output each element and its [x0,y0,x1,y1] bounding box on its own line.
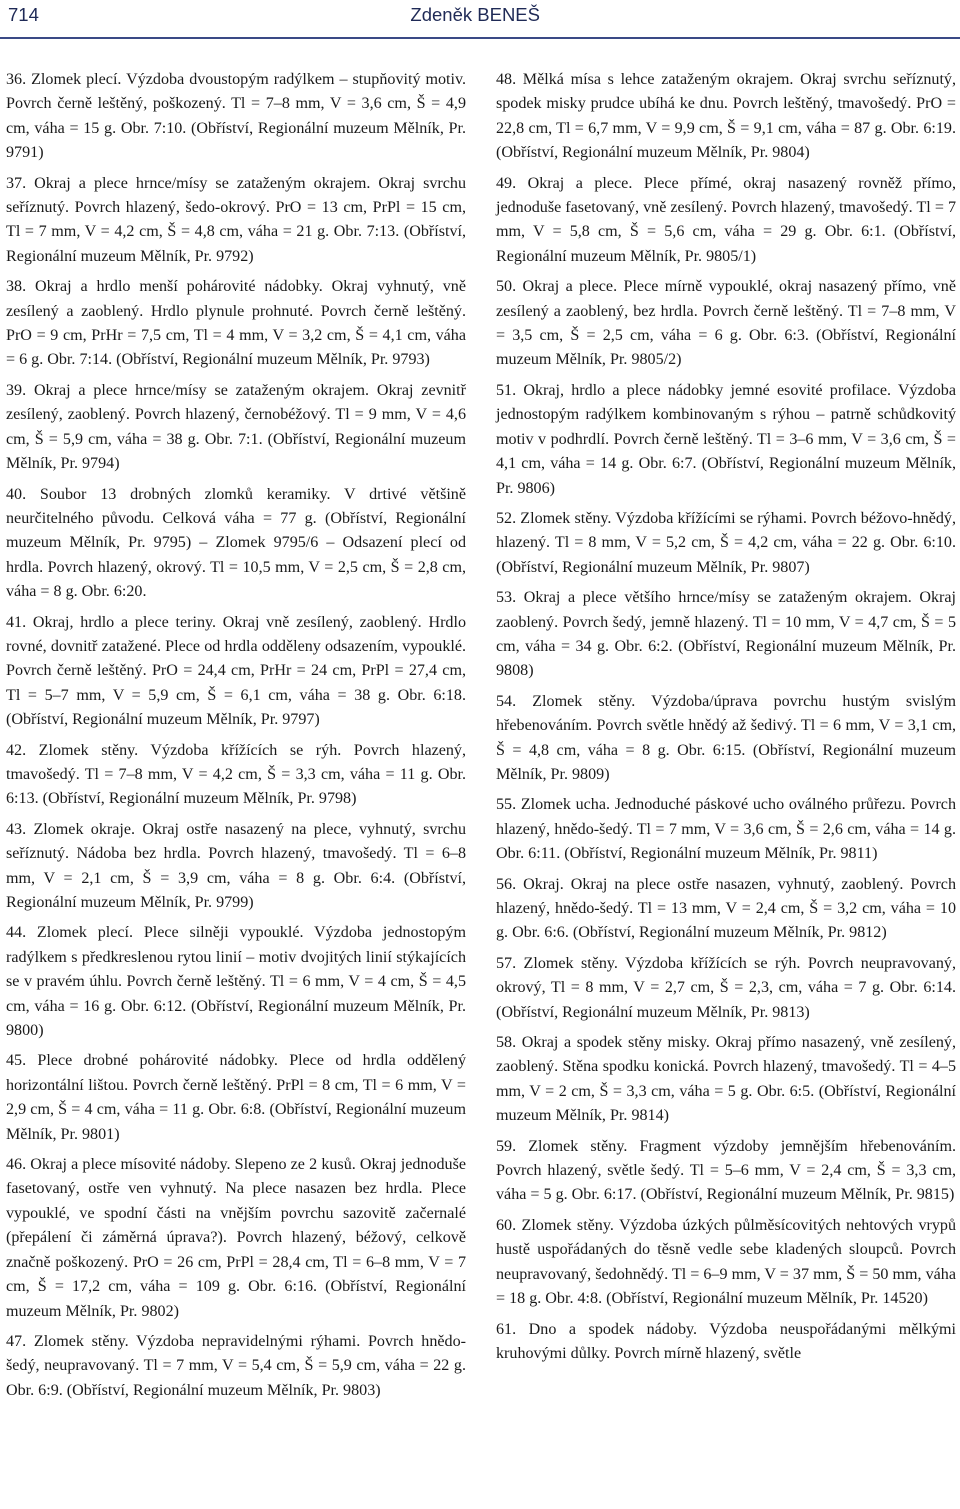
catalog-entry [496,1214,956,1312]
catalog-entry [496,690,956,788]
catalog-entry [6,275,466,373]
entry-text: Okraj a plece hrnce/mísy se zataženým okrajem. Okraj zevnitř zesílený, zaoblený. Povrch hlazený, černobéžový. Tl = 9 mm, V = 4,6 cm, Š = 5,9 cm, váha = 38 g. Obr. 7:1. (Obříství, Regionální muzeum Mělník, Pr. 9794) [6,381,466,473]
catalog-entry [6,172,466,270]
catalog-entry [6,1153,466,1324]
entry-text: Okraj, hrdlo a plece teriny. Okraj vně zesílený, zaoblený. Hrdlo rovné, dovnitř zatažené. Plece od hrdla odděleny odsazením, vypouklé. Povrch černě leštěný. PrO = 24,4 cm, PrHr = 24 cm, PrPl = 27,4 cm, Tl = 5–7 mm, V = 5,9 cm, Š = 6,1 cm, váha = 38 g. Obr. 6:18. (Obříství, Regionální muzeum Mělník, Pr. 9797) [6,613,466,729]
entry-text: Okraj a plece. Plece přímé, okraj nasazený rovněž přímo, jednoduše fasetovaný, vně zesílený. Povrch hlazený, tmavošedý. Tl = 7 mm, V = 5,8 cm, Š = 5,6 cm, váha = 29 g. Obr. 6:1. (Obříství, Regionální muzeum Mělník, Pr. 9805/1) [496,174,956,265]
catalog-entry [6,483,466,605]
entry-text: Zlomek stěny. Výzdoba úzkých půlměsícovitých nehtových vrypů hustě uspořádaných do těsně vedle sebe kladených sloupců. Povrch neupravovaný, šedohnědý. Tl = 6–9 mm, V = 37 mm, Š = 50 mm, váha = 18 g. Obr. 4:8. (Obříství, Regionální muzeum Mělník, Pr. 14520) [496,1216,956,1308]
entry-number: 40. [6,485,27,503]
catalog-entry [6,739,466,812]
entry-number: 52. [496,509,517,527]
right-column [496,68,956,1372]
entry-text: Okraj a plece hrnce/mísy se zataženým okrajem. Okraj svrchu seříznutý. Povrch hlazený, šedo-okrový. PrO = 13 cm, PrPl = 15 cm, Tl = 7 mm, V = 4,2 cm, Š = 4,8 cm, váha = 21 g. Obr. 7:13. (Obříství, Regionální muzeum Mělník, Pr. 9792) [6,174,466,265]
entry-number: 45. [6,1052,27,1070]
entry-text: Okraj. Okraj na plece ostře nasazen, vyhnutý, zaoblený. Povrch hlazený, hnědo-šedý. Tl = 13 mm, V = 2,4 cm, Š = 3,2 cm, váha = 10 g. Obr. 6:6. (Obříství, Regionální muzeum Mělník, Pr. 9812) [496,875,956,942]
catalog-entry [6,921,466,1043]
entry-text: Okraj a plece. Plece mírně vypouklé, okraj nasazený přímo, vně zesílený a zaoblený, bez hrdla. Povrch černě leštěný. Tl = 7–8 mm, V = 3,5 cm, Š = 2,5 cm, váha = 6 g. Obr. 6:3. (Obříství, Regionální muzeum Mělník, Pr. 9805/2) [496,278,956,369]
catalog-entry [496,379,956,501]
entry-text: Dno a spodek nádoby. Výzdoba neuspořádanými mělkými kruhovými důlky. Povrch mírně hlazený, světle [496,1320,956,1362]
entry-text: Okraj a spodek stěny misky. Okraj přímo nasazený, vně zesílený, zaoblený. Stěna spodku konická. Povrch hlazený, tmavošedý. Tl = 4–5 mm, V = 2 cm, Š = 3,3 cm, váha = 5 g. Obr. 6:5. (Obříství, Regionální muzeum Mělník, Pr. 9814) [496,1034,956,1125]
entry-text: Zlomek stěny. Výzdoba křížících se rýh. Povrch neupravovaný, okrový, Tl = 8 mm, V = 2,7 cm, Š = 2,3, cm, váha = 7 g. Obr. 6:14. (Obříství, Regionální muzeum Mělník, Pr. 9813) [496,954,956,1021]
entry-number: 58. [496,1034,517,1052]
page-number: 714 [8,4,39,25]
entry-number: 44. [6,924,27,942]
catalog-entry [496,507,956,580]
catalog-entry [496,68,956,166]
entry-number: 38. [6,278,27,296]
catalog-entry [496,952,956,1025]
entry-text: Okraj a plece většího hrnce/mísy se zataženým okrajem. Okraj zaoblený. Povrch šedý, jemně hlazený. Tl = 10 mm, V = 4,7 cm, Š = 5 cm, váha = 34 g. Obr. 6:2. (Obříství, Regionální muzeum Mělník, Pr. 9808) [496,589,956,680]
catalog-entry [6,1049,466,1147]
entry-number: 55. [496,796,517,814]
entry-text: Zlomek stěny. Výzdoba/úprava povrchu hustým svislým hřebenováním. Povrch světle hnědý až šedivý. Tl = 6 mm, V = 3,1 cm, Š = 4,8 cm, váha = 8 g. Obr. 6:15. (Obříství, Regionální muzeum Mělník, Pr. 9809) [496,692,956,783]
entry-text: Zlomek stěny. Výzdoba křížících se rýh. Povrch hlazený, tmavošedý. Tl = 7–8 mm, V = 4,2 cm, Š = 3,3 cm, váha = 11 g. Obr. 6:13. (Obříství, Regionální muzeum Mělník, Pr. 9798) [6,741,466,808]
entry-number: 56. [496,875,517,893]
entry-text: Plece drobné pohárovité nádobky. Plece od hrdla oddělený horizontální lištou. Povrch černě leštěný. PrPl = 8 cm, Tl = 6 mm, V = 2,9 cm, Š = 4 cm, váha = 11 g. Obr. 6:8. (Obříství, Regionální muzeum Mělník, Pr. 9801) [6,1052,466,1143]
left-column [6,68,466,1409]
page-header [0,0,960,40]
running-head-author: Zdeněk BENEŠ [410,4,540,25]
catalog-entry [496,275,956,373]
entry-number: 49. [496,174,517,192]
entry-number: 50. [496,278,517,296]
entry-number: 41. [6,613,27,631]
entry-number: 36. [6,71,27,88]
header-rule [0,37,960,39]
entry-text: Okraj a plece mísovité nádoby. Slepeno ze 2 kusů. Okraj jednoduše fasetovaný, ostře ven vyhnutý. Na plece nasazen bez hrdla. Plece vypouklé, ve spodní části na vnějším povrchu sazovitě začernalé (přepálení či záměrná úprava?). Povrch hlazený, béžový, celkově značně poškozený. PrO = 26 cm, PrPl = 28,4 cm, Tl = 6–8 mm, V = 7 cm, Š = 17,2 cm, váha = 109 g. Obr. 6:16. (Obříství, Regionální muzeum Mělník, Pr. 9802) [6,1156,466,1320]
entry-number: 39. [6,381,27,399]
entry-number: 37. [6,174,27,192]
entry-number: 46. [6,1156,27,1174]
entry-number: 53. [496,589,517,607]
entry-number: 54. [496,692,517,710]
entry-text: Zlomek stěny. Výzdoba křížícími se rýhami. Povrch béžovo-hnědý, hlazený. Tl = 8 mm, V = 5,2 cm, Š = 4,2 cm, váha = 22 g. Obr. 6:10. (Obříství, Regionální muzeum Mělník, Pr. 9807) [496,509,956,576]
entry-number: 51. [496,381,517,399]
entry-text: Zlomek plecí. Plece silněji vypouklé. Výzdoba jednostopým radýlkem s předkreslenou rytou linií – motiv dvojitých linií stýkajících se v pravém úhlu. Povrch černě leštěný. Tl = 6 mm, V = 4 cm, Š = 4,5 cm, váha = 16 g. Obr. 6:12. (Obříství, Regionální muzeum Mělník, Pr. 9800) [6,924,466,1040]
entry-text: Mělká mísa s lehce zataženým okrajem. Okraj svrchu seříznutý, spodek misky prudce ubíhá ke dnu. Povrch leštěný, tmavošedý. PrO = 22,8 cm, Tl = 6,7 mm, V = 9,9 cm, Š = 9,1 cm, váha = 87 g. Obr. 6:19. (Obříství, Regionální muzeum Mělník, Pr. 9804) [496,71,956,162]
entry-text: Zlomek stěny. Výzdoba nepravidelnými rýhami. Povrch hnědo-šedý, neupravovaný. Tl = 7 mm, V = 5,4 cm, Š = 5,9 cm, váha = 22 g. Obr. 6:9. (Obříství, Regionální muzeum Mělník, Pr. 9803) [6,1332,466,1399]
catalog-entry [496,1135,956,1208]
catalog-entry [6,379,466,477]
catalog-entry [496,793,956,866]
entry-number: 61. [496,1320,517,1338]
catalog-entry [6,611,466,733]
catalog-entry [496,1318,956,1367]
catalog-entry [6,1330,466,1403]
entry-number: 60. [496,1216,517,1234]
catalog-entry [496,586,956,684]
entry-text: Okraj, hrdlo a plece nádobky jemné esovité profilace. Výzdoba jednostopým radýlkem kombinovaným s rýhou – patrně schůdkovitý motiv v podhrdlí. Povrch černě leštěný. Tl = 3–6 mm, V = 3,6 cm, Š = 4,1 cm, váha = 14 g. Obr. 6:7. (Obříství, Regionální muzeum Mělník, Pr. 9806) [496,381,956,497]
catalog-entry [496,172,956,270]
entry-number: 48. [496,71,517,88]
entry-number: 43. [6,820,27,838]
entry-number: 59. [496,1137,517,1155]
catalog-entry [496,873,956,946]
entry-text: Zlomek okraje. Okraj ostře nasazený na plece, vyhnutý, svrchu seříznutý. Nádoba bez hrdla. Povrch hlazený, tmavošedý. Tl = 6–8 mm, V = 2,1 cm, Š = 3,9 cm, váha = 8 g. Obr. 6:4. (Obříství, Regionální muzeum Mělník, Pr. 9799) [6,820,466,911]
entry-text: Okraj a hrdlo menší pohárovité nádobky. Okraj vyhnutý, vně zesílený a zaoblený. Hrdlo plynule prohnuté. Povrch černě leštěný. PrO = 9 cm, PrHr = 7,5 cm, Tl = 4 mm, V = 3,2 cm, Š = 4,1 cm, váha = 6 g. Obr. 7:14. (Obříství, Regionální muzeum Mělník, Pr. 9793) [6,278,466,369]
catalog-entry [496,1031,956,1129]
entry-number: 42. [6,741,27,759]
catalog-entry [6,818,466,916]
entry-number: 47. [6,1332,27,1350]
entry-text: Zlomek ucha. Jednoduché páskové ucho oválného průřezu. Povrch hlazený, hnědo-šedý. Tl = 7 mm, V = 3,6 cm, Š = 2,6 cm, váha = 14 g. Obr. 6:11. (Obříství, Regionální muzeum Mělník, Pr. 9811) [496,796,956,863]
entry-text: Zlomek plecí. Výzdoba dvoustopým radýlkem – stupňovitý motiv. Povrch černě leštěný, poškozený. Tl = 7–8 mm, V = 3,6 cm, Š = 4,9 cm, váha = 15 g. Obr. 7:10. (Obříství, Regionální muzeum Mělník, Pr. 9791) [6,71,466,162]
entry-text: Soubor 13 drobných zlomků keramiky. V drtivé většině neurčitelného původu. Celková váha = 77 g. (Obříství, Regionální muzeum Mělník, Pr. 9795) – Zlomek 9795/6 – Odsazení plecí od hrdla. Povrch hlazený, okrový. Tl = 10,5 mm, V = 2,5 cm, Š = 2,8 cm, váha = 8 g. Obr. 6:20. [6,485,466,601]
entry-text: Zlomek stěny. Fragment výzdoby jemnějším hřebenováním. Povrch hlazený, světle šedý. Tl = 5–6 mm, V = 2,4 cm, Š = 3,3 cm, váha = 5 g. Obr. 6:17. (Obříství, Regionální muzeum Mělník, Pr. 9815) [496,1137,956,1204]
entry-number: 57. [496,954,517,972]
catalog-entry [6,68,466,166]
